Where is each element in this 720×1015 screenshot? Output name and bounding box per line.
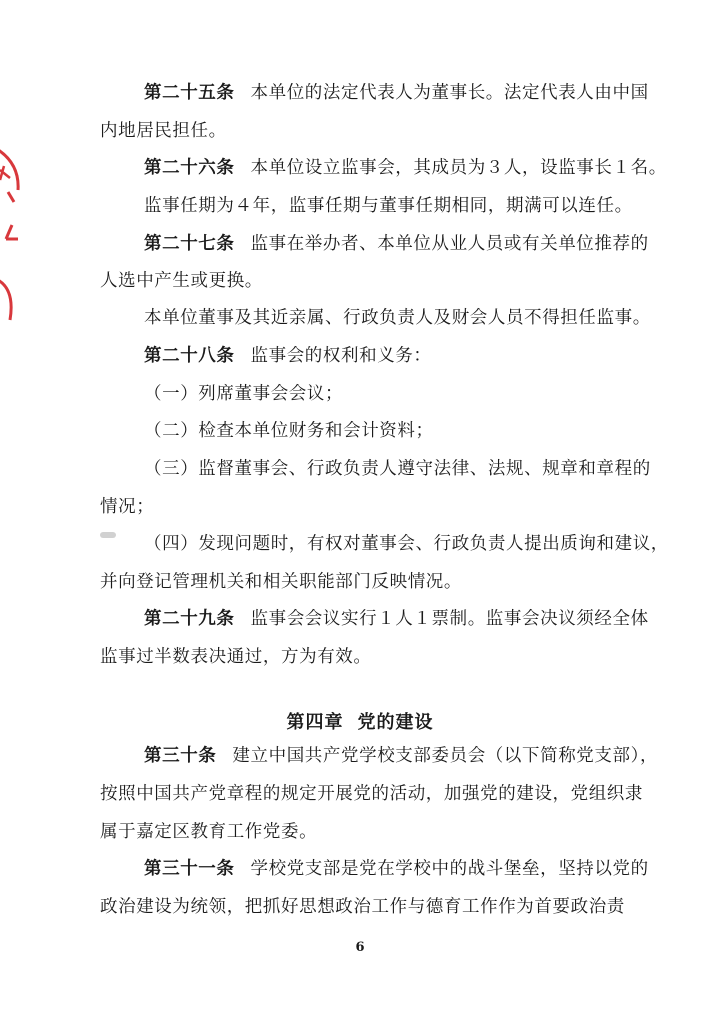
article-25-line-2: 内地居民担任。 [100, 121, 227, 141]
article-31-line-2: 政治建设为统领，把抓好思想政治工作与德育工作作为首要政治责 [100, 897, 625, 917]
scan-smudge [100, 532, 116, 538]
article-31-label: 第三十一条 [144, 859, 235, 879]
article-26-line-2: 监事任期为４年，监事任期与董事任期相同，期满可以连任。 [144, 196, 633, 216]
article-31-line-1: 第三十一条 学校党支部是党在学校中的战斗堡垒，坚持以党的 [144, 859, 649, 879]
article-30-line-3: 属于嘉定区教育工作党委。 [100, 822, 318, 842]
chapter-number: 第四章 [286, 712, 344, 733]
article-28-item-4-line-2: 并向登记管理机关和相关职能部门反映情况。 [100, 572, 462, 592]
supervisor-restriction: 本单位董事及其近亲属、行政负责人及财会人员不得担任监事。 [144, 308, 651, 328]
article-25-line-1: 第二十五条 本单位的法定代表人为董事长。法定代表人由中国 [144, 83, 649, 103]
article-29-line-2: 监事过半数表决通过，方为有效。 [100, 647, 372, 667]
article-28-item-3-line-2: 情况； [100, 497, 155, 517]
article-27-label: 第二十七条 [144, 234, 235, 254]
article-26-label: 第二十六条 [144, 158, 235, 178]
article-30-line-1: 第三十条 建立中国共产党学校支部委员会（以下简称党支部）， [144, 746, 659, 766]
page-number: 6 [355, 940, 365, 955]
article-30-label: 第三十条 [144, 746, 217, 766]
article-27-line-1: 第二十七条 监事在举办者、本单位从业人员或有关单位推荐的 [144, 234, 649, 254]
article-26-line-1: 第二十六条 本单位设立监事会，其成员为３人，设监事长１名。 [144, 158, 667, 178]
article-28-line-1: 第二十八条 监事会的权利和义务： [144, 346, 432, 366]
article-28-item-2: （二）检查本单位财务和会计资料； [144, 421, 434, 441]
article-28-item-3-line-1: （三）监督董事会、行政负责人遵守法律、法规、规章和章程的 [144, 459, 651, 479]
article-28-item-1: （一）列席董事会会议； [144, 384, 344, 404]
article-29-line-1: 第二十九条 监事会会议实行１人１票制。监事会决议须经全体 [144, 609, 649, 629]
article-30-line-2: 按照中国共产党章程的规定开展党的活动，加强党的建设，党组织隶 [100, 784, 643, 804]
article-29-label: 第二十九条 [144, 609, 235, 629]
article-27-line-2: 人选中产生或更换。 [100, 271, 263, 291]
red-seal-stamp-fragment [0, 130, 40, 330]
article-28-item-4-line-1: （四）发现问题时，有权对董事会、行政负责人提出质询和建议， [144, 534, 669, 554]
chapter-heading [0, 708, 720, 734]
article-28-label: 第二十八条 [144, 346, 235, 366]
chapter-title: 党的建设 [357, 712, 434, 733]
article-25-label: 第二十五条 [144, 83, 235, 103]
